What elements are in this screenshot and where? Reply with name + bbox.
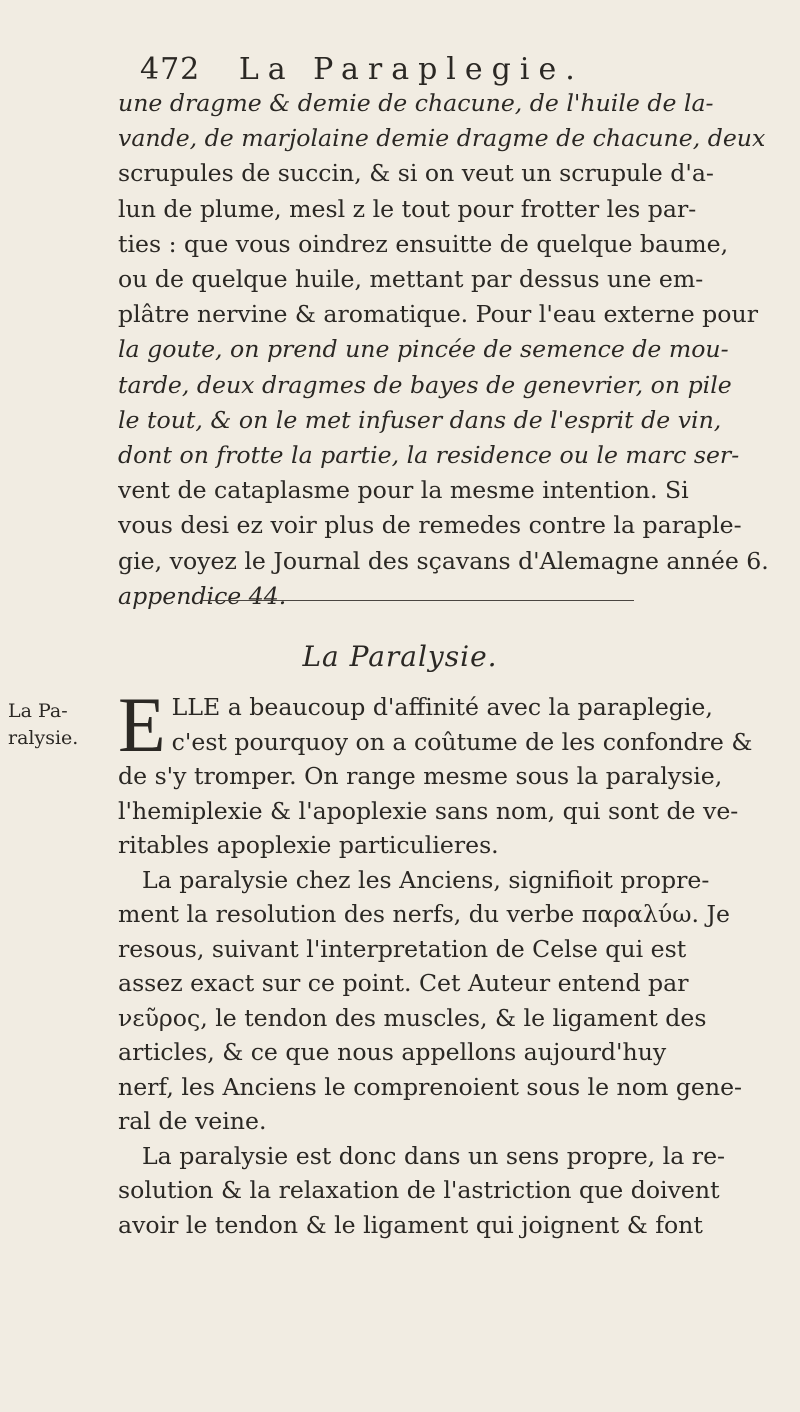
- text-line: La paralysie chez les Anciens, signifioit propre-: [142, 865, 710, 894]
- text-line: tarde, deux dragmes de bayes de genevrier, on pile: [118, 370, 732, 399]
- text-line: gie, voyez le Journal des sçavans d'Alemagne année 6.: [118, 546, 769, 575]
- text-line: plâtre nervine & aromatique. Pour l'eau externe pour: [118, 300, 758, 329]
- section-title: La Paralysie.: [302, 640, 498, 673]
- paraplegie-text-block: [118, 86, 790, 614]
- text-line: une dragme & demie de chacune, de l'huile de la-: [118, 89, 714, 117]
- text-line: lun de plume, mesl z le tout pour frotter les par-: [118, 194, 697, 223]
- paralysie-text-block: [118, 681, 790, 1242]
- text-line: ties : que vous oindrez ensuitte de quelque baume,: [118, 229, 729, 258]
- text-line: νεῦρος, le tendon des muscles, & le ligament des: [118, 1003, 707, 1032]
- text-line: vous desi ez voir plus de remedes contre la paraple-: [118, 511, 742, 540]
- text-line: le tout, & on le met infuser dans de l'esprit de vin,: [118, 405, 722, 434]
- text-line: avoir le tendon & le ligament qui joignent & font: [118, 1210, 703, 1239]
- text-line: nerf, les Anciens le comprenoient sous le nom gene-: [118, 1072, 743, 1101]
- text-line: c'est pourquoy on a coûtume de les confondre &: [171, 727, 753, 756]
- marginal-note: La Pa- ralysie.: [8, 700, 79, 749]
- text-line: la goute, on prend une pincée de semence de mou-: [118, 335, 729, 364]
- text-line: ou de quelque huile, mettant par dessus une em-: [118, 265, 704, 294]
- text-line: scrupules de succin, & si on veut un scrupule d'a-: [118, 159, 714, 188]
- text-line: ritables apoplexie particulieres.: [118, 831, 499, 859]
- text-line: assez exact sur ce point. Cet Auteur entend par: [118, 969, 689, 997]
- text-line: resous, suivant l'interpretation de Celse qui est: [118, 934, 687, 963]
- text-line: articles, & ce que nous appellons aujourd'huy: [118, 1038, 667, 1066]
- page-number: 472: [140, 52, 201, 87]
- text-line: La paralysie est donc dans un sens propre, la re-: [142, 1141, 726, 1170]
- page-header: [140, 52, 584, 87]
- running-title: La Paraplegie.: [238, 52, 584, 87]
- text-line: vent de cataplasme pour la mesme intention. Si: [118, 476, 689, 505]
- drop-cap: E: [118, 681, 166, 768]
- section-divider: [202, 600, 634, 601]
- text-line: ral de veine.: [118, 1107, 267, 1135]
- text-line: vande, de marjolaine demie dragme de chacune, deux: [118, 124, 766, 153]
- text-line: de s'y tromper. On range mesme sous la paralysie,: [118, 762, 723, 790]
- text-line: LLE a beaucoup d'affinité avec la paraplegie,: [171, 693, 713, 721]
- text-line: l'hemiplexie & l'apoplexie sans nom, qui sont de ve-: [118, 796, 739, 825]
- text-line: solution & la relaxation de l'astriction que doivent: [118, 1176, 720, 1204]
- text-line: ment la resolution des nerfs, du verbe παραλύω. Je: [118, 900, 730, 928]
- text-line: appendice 44.: [118, 581, 287, 610]
- text-line: dont on frotte la partie, la residence ou le marc ser-: [118, 441, 740, 470]
